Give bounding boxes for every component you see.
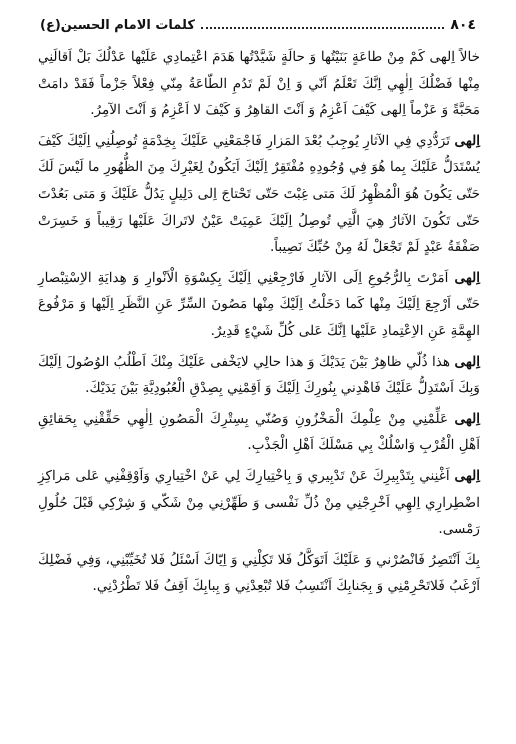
- page-number: ٨٠٤: [450, 17, 476, 33]
- paragraph: [38, 463, 480, 543]
- page-header: [40, 14, 476, 36]
- paragraph-invocation: اِلهى: [454, 467, 480, 484]
- page-body: [38, 44, 480, 604]
- paragraph: [38, 349, 480, 402]
- paragraph-text: خالاً اِلهى كَمْ مِنْ طاعَةٍ بَنَيْتُها وَ حالَةٍ شَيَّدْتُها هَدَمَ اعْتِمادِي عَلَيْها عَدْلُكَ بَلْ اَقالَنِي مِنْها فَضْلُكَ اِلٰهِي اِنَّكَ تَعْلَمُ اَنّي وَ اِنْ لَمْ تَدُمِ الطّاعَةُ مِنّي فِعْلاً جَزْماً فَقَدْ دامَتْ مَحَبَّةً وَ عَزْماً اِلهى كَيْفَ اَعْزِمُ وَ اَنْتَ القاهِرُ وَ كَيْفَ لا اَعْزِمُ وَ اَنْتَ الآمِرُ.: [38, 49, 480, 119]
- paragraph: [38, 128, 480, 261]
- paragraph-text: بِكَ اَنْتَصِرُ فَانْصُرْني وَ عَلَيْكَ اَتَوَكَّلُ فَلا تَكِلْنِي وَ اِيّاكَ اَسْئَلُ فَلا تُخَيِّبْنِي، وَفِي فَضْلِكَ اَرْغَبُ فَلاتَحْرِمْنِي وَ بِجَنابِكَ اَنْتَسِبُ فَلا تُبْعِدْنِي وَ بِبابِكَ اَقِفُ فَلا تَطْرُدْنِي.: [38, 551, 480, 595]
- paragraph-text: اَمَرْتَ بِالرُّجُوعِ اِلَى الآثارِ فَارْجِعْنِي اِلَيْكَ بِكِسْوَةِ الْاَنْوارِ وَ هِدايَةِ الاِسْتِبْصارِ حَتّى اَرْجِعَ اِلَيْكَ مِنْها كَما دَخَلْتُ اِلَيْكَ مِنْها مَصُونَ السِّرِّ عَنِ النَّظَرِ اِلَيْها وَ مَرْفُوعَ الهِمَّةِ عَنِ الاِعْتِمادِ عَلَيْها اِنَّكَ عَلى كُلِّ شَيْءٍ قَدِيرٌ.: [38, 269, 480, 339]
- paragraph: [38, 406, 480, 459]
- paragraph-invocation: اِلهى: [454, 269, 480, 286]
- header-dotted-leader: [201, 27, 444, 29]
- paragraph: [38, 44, 480, 124]
- paragraph: [38, 265, 480, 345]
- paragraph: [38, 547, 480, 600]
- paragraph-text: هذا ذُلّي ظاهِرٌ بَيْنَ يَدَيْكَ وَ هذا حالِي لايَخْفى عَلَيْكَ مِنْكَ اَطْلُبُ الوُصُولَ اِلَيْكَ وَبِكَ اَسْتَدِلُّ عَلَيْكَ فَاهْدِني بِنُورِكَ اِلَيْكَ وَ اَقِمْنِي بِصِدْقِ الْعُبُودِيَّةِ بَيْنَ يَدَيْكَ.: [38, 353, 480, 397]
- paragraph-invocation: اِلهى: [454, 410, 481, 427]
- paragraph-invocation: اِلهى: [454, 132, 480, 149]
- running-title: كلمات الامام الحسين(ع): [40, 17, 195, 33]
- paragraph-text: اَغْنِني بِتَدْبِيرِكَ عَنْ تَدْبِيري وَ بِاخْتِيارِكَ لِي عَنْ اخْتِيارِي وَاَوْقِفْنِي عَلى مَراكِزِ اضْطِرارِي اِلهِي اَخْرِجْنِي مِنْ ذُلِّ نَفْسى وَ طَهِّرْنِي مِنْ شَكّي وَ شِرْكِي قَبْلَ حُلُولِ رَمْسى.: [38, 467, 480, 538]
- paragraph-invocation: اِلهى: [454, 353, 480, 370]
- paragraph-text: عَلِّمْنِي مِنْ عِلْمِكَ الْمَخْزُونِ وَصُنّي بِسِتْرِكَ الْمَصُونِ اِلٰهِي حَقِّقْنِي بِحَقائِقِ اَهْلِ الْقُرْبِ وَاسْلُكْ بِي مَسْلَكَ اَهْلِ الْجَذْبِ.: [38, 410, 480, 454]
- paragraph-text: تَرَدُّدِي فِي الآثارِ يُوجِبُ بُعْدَ المَزارِ فَاجْمَعْنِي عَلَيْكَ بِخِدْمَةٍ تُوصِلُنِي اِلَيْكَ كَيْفَ يُسْتَدَلُّ عَلَيْكَ بِما هُوَ فِي وُجُودِهِ مُفْتَقِرٌ اِلَيْكَ اَيَكُونُ لِغَيْرِكَ مِنَ الظُّهُورِ ما لَيْسَ لَكَ حَتّى يَكُونَ هُوَ الْمُظْهِرُ لَكَ مَتى غِبْتَ حَتّى تَحْتاجَ اِلى دَلِيلٍ يَدُلُّ عَلَيْكَ وَ مَتى بَعُدْتَ حَتّى تَكُونَ الآثارُ هِيَ الَّتِي تُوصِلُ اِلَيْكَ عَمِيَتْ عَيْنٌ لاتَراكَ عَلَيْها رَقِيباً وَ خَسِرَتْ صَفْقَةُ عَبْدٍ لَمْ تَجْعَلْ لَهُ مِنْ حُبِّكَ نَصِيباً.: [38, 132, 480, 256]
